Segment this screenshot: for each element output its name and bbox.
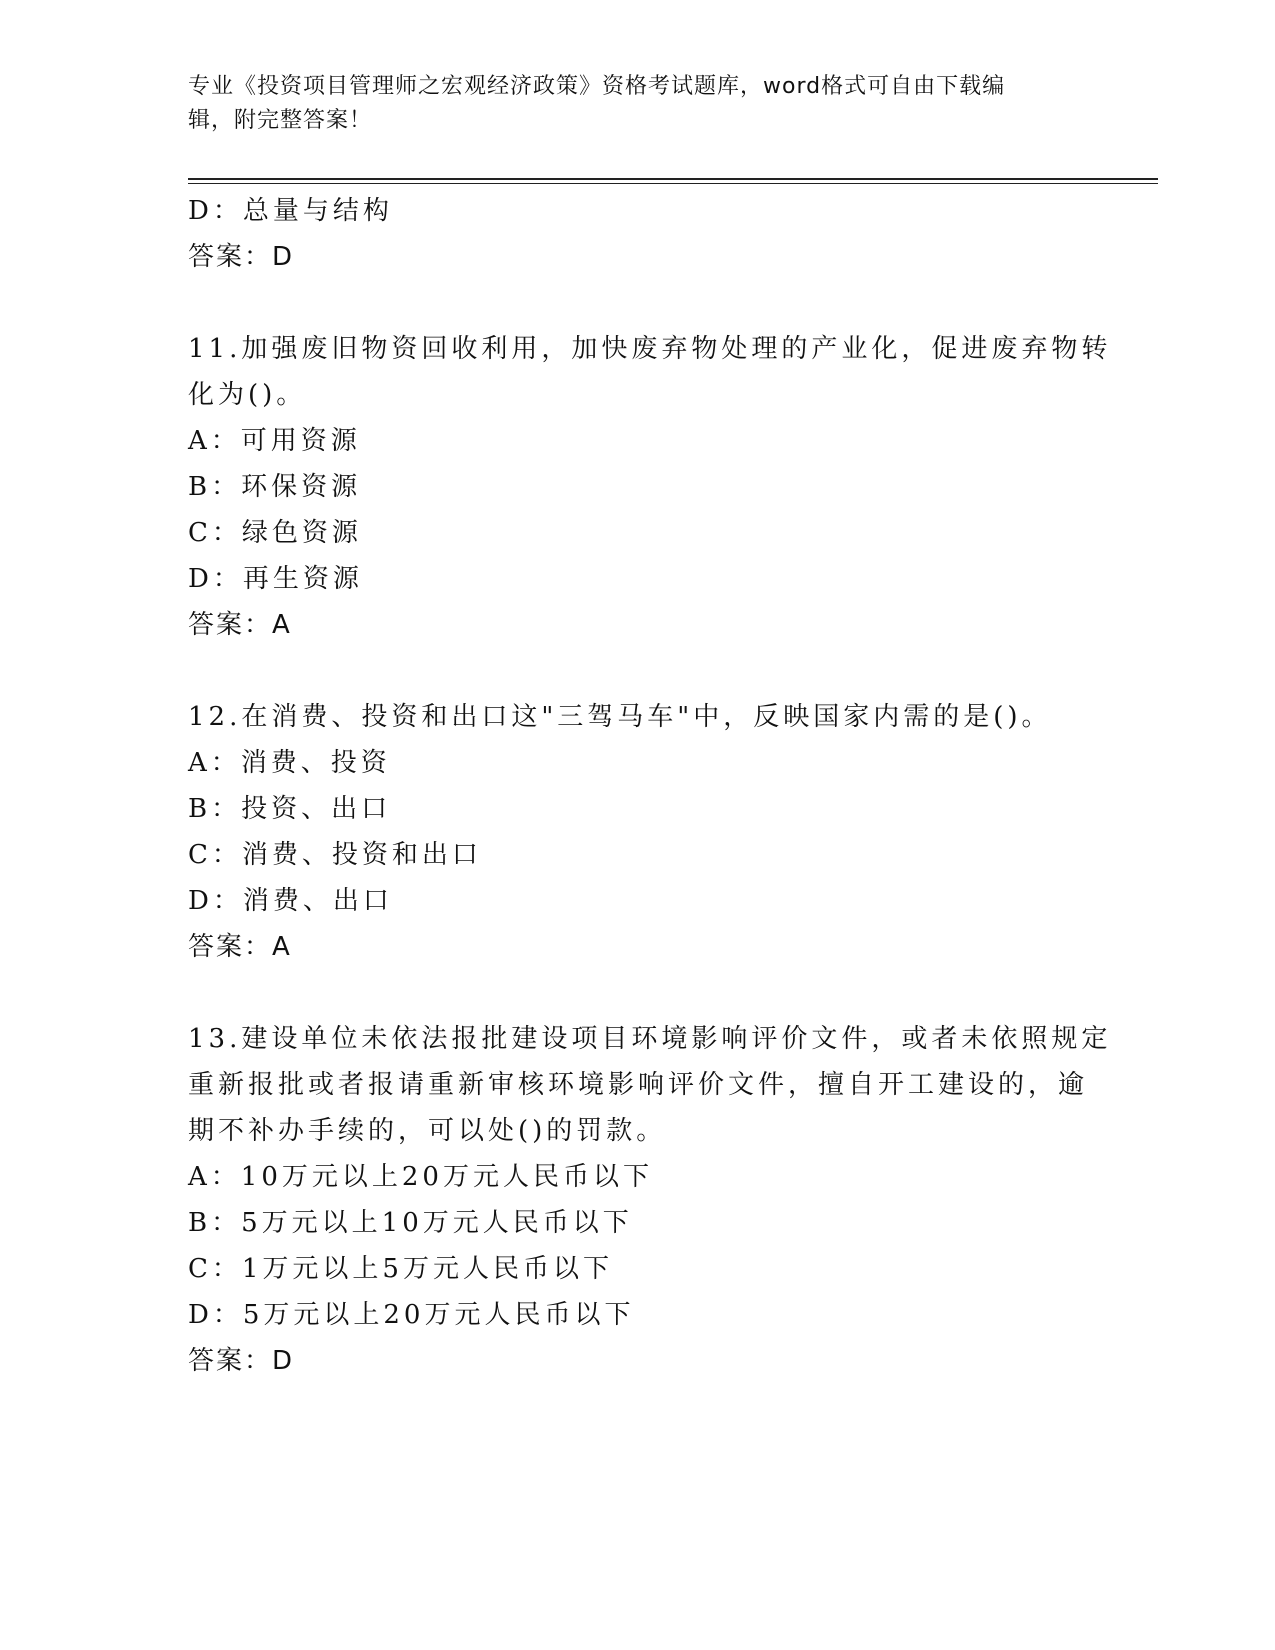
answer-line: 答案：A	[188, 610, 292, 640]
header-line-1: 专业《投资项目管理师之宏观经济政策》资格考试题库，word格式可自由下载编	[188, 74, 1006, 99]
header-divider-thin	[188, 183, 1158, 184]
option-a: A：消费、投资	[188, 748, 391, 778]
question-text-line: 12.在消费、投资和出口这"三驾马车"中，反映国家内需的是()。	[188, 702, 1052, 732]
question-text-line: 化为()。	[188, 380, 307, 410]
option-c: C：绿色资源	[188, 518, 362, 548]
question-text-line: 重新报批或者报请重新审核环境影响评价文件，擅自开工建设的，逾	[188, 1070, 1089, 1100]
option-a: A：可用资源	[188, 426, 361, 456]
option-b: B：5万元以上10万元人民币以下	[188, 1208, 633, 1238]
option-b: B：环保资源	[188, 472, 362, 502]
answer-line: 答案：D	[188, 1346, 295, 1376]
answer-line: 答案：D	[188, 242, 295, 272]
option-d: D：再生资源	[188, 564, 363, 594]
question-text-line: 11.加强废旧物资回收利用，加快废弃物处理的产业化，促进废弃物转	[188, 334, 1112, 364]
header-line-2: 辑，附完整答案！	[188, 108, 373, 133]
document-header	[188, 70, 1088, 138]
question-13	[188, 1016, 1112, 1384]
question-text-line: 期不补办手续的，可以处()的罚款。	[188, 1116, 667, 1146]
option-c: C：1万元以上5万元人民币以下	[188, 1254, 613, 1284]
question-12	[188, 694, 1088, 970]
header-divider-thick	[188, 178, 1158, 180]
spacer	[188, 280, 1088, 326]
option-b: B：投资、出口	[188, 794, 392, 824]
question-text-line: 13.建设单位未依法报批建设项目环境影响评价文件，或者未依照规定	[188, 1024, 1112, 1054]
question-content	[188, 188, 1112, 1384]
option-d: D：5万元以上20万元人民币以下	[188, 1300, 635, 1330]
option-a: A：10万元以上20万元人民币以下	[188, 1162, 653, 1192]
answer-line: 答案：A	[188, 932, 292, 962]
option-c: C：消费、投资和出口	[188, 840, 482, 870]
spacer	[188, 970, 1088, 1016]
option-d: D：总量与结构	[188, 196, 393, 226]
option-d: D：消费、出口	[188, 886, 393, 916]
spacer	[188, 648, 1088, 694]
question-11	[188, 326, 1112, 648]
